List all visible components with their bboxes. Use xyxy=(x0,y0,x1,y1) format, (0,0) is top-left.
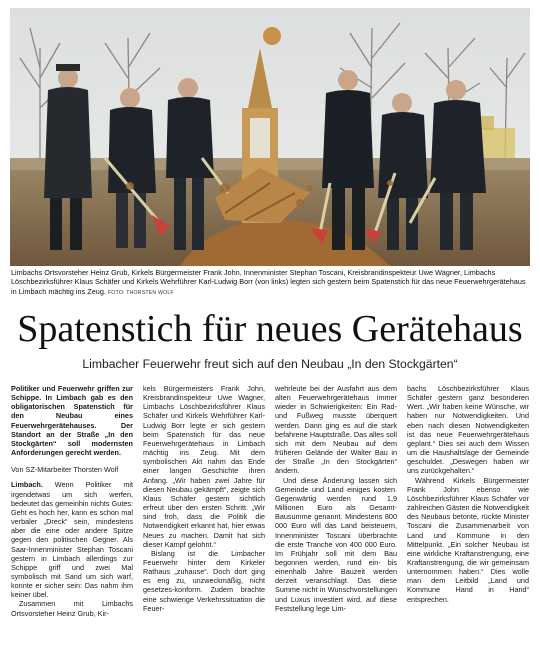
paragraph: Zusammen mit Limbachs Ortsvorsteher Heinz Grub, Kir- xyxy=(11,599,133,618)
paragraph: bachs Löschbezirksführer Klaus Schäfer gestern ganz besonderen Wert. „Wir haben keine Wünsche, wir haben nur Notwendigkeiten. Und eben nach diesen Notwendigkeiten ist das neue Feuerwehrgerätehaus geplant.“ Dies sei auch dem Wissen um die Haushaltslage der Gemeinde geschuldet. „Deswegen haben wir uns zurückgehalten.“ xyxy=(407,384,529,476)
byline: Von SZ-Mitarbeiter Thorsten Wolf xyxy=(11,465,119,475)
subheadline: Limbacher Feuerwehr freut sich auf den Neubau „In den Stockgärten“ xyxy=(82,357,458,371)
paragraph: wehrleute bei der Ausfahrt aus dem alten Feuerwehrgerätehaus immer wieder in Schwierigkeiten: Ein Rad- und Fußweg musste überquert werden. Dann ging es auf die stark befahrene Hauptstraße. Das alles soll sich mit dem Neubau auf dem früheren Gelände der Walter Bau in der Straße „In den Stockgärten“ ändern. xyxy=(275,384,397,476)
caption-text: Limbachs Ortsvorsteher Heinz Grub, Kirkels Bürgermeister Frank John, Innenminister Stephan Toscani, Kreisbrandinspekteur Uwe Wagner, Limbachs Löschbezirksführer Klaus Schäfer und Kirkels Wehrführer Karl-Ludwig Borr (von links) legten sich gestern beim Spatenstich für das neue Feuerwehrgerätehaus in Limbach mächtig ins Zeug. xyxy=(11,268,526,296)
photo-credit: FOTO: THORSTEN WOLF xyxy=(107,289,174,296)
article-photo xyxy=(10,8,530,266)
article-column-1 xyxy=(11,384,133,652)
paragraph-text: Wenn Politiker mit irgendetwas um sich werfen, bedeutet das gemeinhin nichts Gutes: Geht es hoch her, kann es schon mal verbaler „Dreck“ sein, mindestens aber die eine oder andere Spitze gegen den politischen Gegner. Als Saar-Innenminister Stephan Toscani gestern in Limbach allerdings zur Schippe griff und zwei Mal symbolisch mit Sand um sich warf, konnte er sicher sein: Das nahm ihm keiner übel. xyxy=(11,480,133,600)
groundbreaking-photo xyxy=(10,8,530,266)
article-column-2 xyxy=(143,384,265,652)
paragraph: kels Bürgermeisters Frank John, Kreisbrandinspekteur Uwe Wagner, Limbachs Löschbezirksführer Klaus Schäfer und Kirkels Wehrführer Karl-Ludwig Borr legte er sich gestern beim Spatenstich für das neue Feuerwehrgerätehaus in Limbach mächtig ins Zeug. Mit dem symbolischen Akt nahm das Ende einer langen Geschichte ihren Anfang. „Wir haben zwei Jahre für diesen Neubau gekämpft“, zeigte sich Klaus Schäfer gestern sichtlich erfreut über den ersten Schritt. „Wir sind froh, dass die Politik die Notwendigkeit erkannt hat, hier etwas Neues zu machen. Damit hat sich dieser Kampf gelohnt.“ xyxy=(143,384,265,549)
paragraph: Und diese Änderung lassen sich Gemeinde und Land einiges kosten. Gegenwärtig werden rund 1,9 Millionen Euro als Gesamt-Bausumme genannt. Mindestens 800 000 Euro will das Land beisteuern, Innenminister Toscani überbrachte die erste Tranche von 400 000 Euro. Im Frühjahr soll mit dem Bau begonnen werden, rund ein- bis einenhalb Jahre Bauzeit werden derzeit veranschlagt. Das diese Summe nicht in Wunschvorstellungen und Luxus investiert wird, auf diese Feststellung lege Lim- xyxy=(275,475,397,613)
article-column-3 xyxy=(275,384,397,652)
photo-caption xyxy=(11,268,529,298)
paragraph: Bislang ist die Limbacher Feuerwehr hinter dem Kirkeler Rathaus „zuhause“. Doch dort ging es eng zu, unzweckmäßig, nicht gesetzes-konform. Zudem brachte eine schwierige Verkehrssituation die Feuer- xyxy=(143,548,265,613)
article-lead: Politiker und Feuerwehr griffen zur Schippe. In Limbach gab es den obligatorischen Spatenstich für den Neubau eines Feuerwehrgerätehauses. Der Standort an der Straße „In den Stockgärten“ soll modernsten Anforderungen gerecht werden. xyxy=(11,384,133,458)
dateline: Limbach. xyxy=(11,480,43,490)
paragraph: Während Kirkels Bürgermeister Frank John ebenso wie Löschbezirksführer Klaus Schäfer vor zahlreichen Gästen die Notwendigkeit des Neubaus betonte, rückte Minister Toscani die Zusammenarbeit von Land und Kommune in den Mittelpunkt. „Ein solcher Neubau ist eine wirkliche Kraftanstrengung, eine Kraftanstrengung, die wir gemeinsam unternommen haben.“ Dies wolle man dem Leitbild „Land und Kommune Hand in Hand“ entsprechen. xyxy=(407,475,529,604)
paragraph xyxy=(11,480,133,599)
headline: Spatenstich für neues Gerätehaus xyxy=(17,308,523,350)
article-column-4 xyxy=(407,384,529,652)
